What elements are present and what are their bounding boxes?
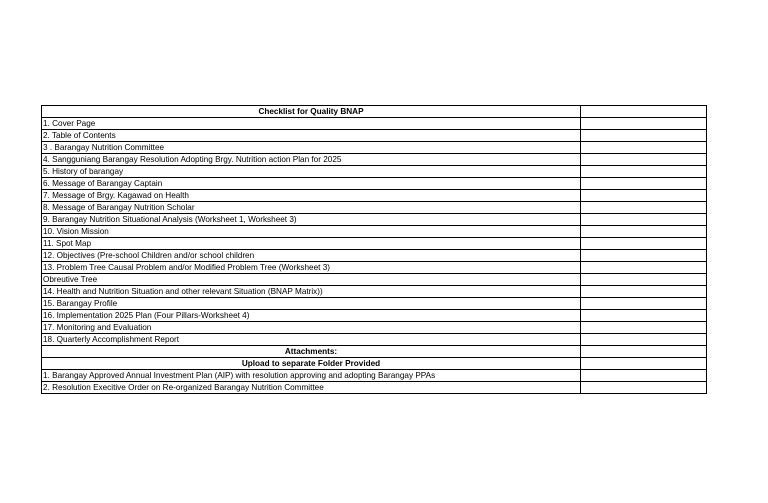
- checklist-item-label[interactable]: 2. Table of Contents: [42, 130, 581, 142]
- checklist-item-label[interactable]: 14. Health and Nutrition Situation and other relevant Situation (BNAP Matrix)): [42, 286, 581, 298]
- checklist-item-check-cell[interactable]: [581, 142, 707, 154]
- checklist-item-check-cell[interactable]: [581, 286, 707, 298]
- checklist-item-label[interactable]: 1. Cover Page: [42, 118, 581, 130]
- checklist-item: [42, 238, 707, 250]
- checklist-item-label[interactable]: 6. Message of Barangay Captain: [42, 178, 581, 190]
- attachments-subheading-check-cell[interactable]: [581, 358, 707, 370]
- checklist-item-label[interactable]: 12. Objectives (Pre-school Children and/or school children: [42, 250, 581, 262]
- attachment-item-label[interactable]: 2. Resolution Execitive Order on Re-organized Barangay Nutrition Committee: [42, 382, 581, 394]
- checklist-item-label[interactable]: 9. Barangay Nutrition Situational Analysis (Worksheet 1, Worksheet 3): [42, 214, 581, 226]
- checklist-item-check-cell[interactable]: [581, 118, 707, 130]
- checklist-item-label[interactable]: 17. Monitoring and Evaluation: [42, 322, 581, 334]
- checklist-item: [42, 298, 707, 310]
- checklist-item: [42, 154, 707, 166]
- checklist-item-check-cell[interactable]: [581, 226, 707, 238]
- attachments-subheading: [42, 358, 707, 370]
- attachments-heading: [42, 346, 707, 358]
- checklist-item: [42, 250, 707, 262]
- attachment-item-check-cell[interactable]: [581, 382, 707, 394]
- checklist-item-label[interactable]: 10. Vision Mission: [42, 226, 581, 238]
- checklist-item-label[interactable]: 18. Quarterly Accomplishment Report: [42, 334, 581, 346]
- checklist-item-label[interactable]: 16. Implementation 2025 Plan (Four Pillars-Worksheet 4): [42, 310, 581, 322]
- checklist-item-check-cell[interactable]: [581, 262, 707, 274]
- checklist-item-label[interactable]: 7. Message of Brgy. Kagawad on Health: [42, 190, 581, 202]
- checklist-item-label[interactable]: 8. Message of Barangay Nutrition Scholar: [42, 202, 581, 214]
- checklist-item-check-cell[interactable]: [581, 178, 707, 190]
- checklist-title[interactable]: Checklist for Quality BNAP: [42, 106, 581, 118]
- checklist-item: [42, 322, 707, 334]
- checklist-item-check-cell[interactable]: [581, 166, 707, 178]
- attachments-subheading-label[interactable]: Upload to separate Folder Provided: [42, 358, 581, 370]
- checklist-item: [42, 310, 707, 322]
- checklist-item: [42, 262, 707, 274]
- checklist-item-label[interactable]: Obreutive Tree: [42, 274, 581, 286]
- attachment-item-label[interactable]: 1. Barangay Approved Annual Investment Plan (AIP) with resolution approving and adopting Barangay PPAs: [42, 370, 581, 382]
- attachments-heading-check-cell[interactable]: [581, 346, 707, 358]
- checklist-item-label[interactable]: 5. History of barangay: [42, 166, 581, 178]
- attachment-item: [42, 382, 707, 394]
- checklist-item-label[interactable]: 11. Spot Map: [42, 238, 581, 250]
- checklist-item: [42, 190, 707, 202]
- checklist-item-label[interactable]: 4. Sangguniang Barangay Resolution Adopting Brgy. Nutrition action Plan for 2025: [42, 154, 581, 166]
- checklist-item: [42, 334, 707, 346]
- checklist-item: [42, 214, 707, 226]
- checklist-item: [42, 142, 707, 154]
- checklist-item: [42, 178, 707, 190]
- checklist-item-check-cell[interactable]: [581, 190, 707, 202]
- checklist-item: [42, 118, 707, 130]
- checklist-item-check-cell[interactable]: [581, 154, 707, 166]
- checklist-item-check-cell[interactable]: [581, 250, 707, 262]
- attachment-item-check-cell[interactable]: [581, 370, 707, 382]
- checklist-item-check-cell[interactable]: [581, 214, 707, 226]
- checklist-item: [42, 286, 707, 298]
- checklist-item-label[interactable]: 15. Barangay Profile: [42, 298, 581, 310]
- checklist-item-check-cell[interactable]: [581, 274, 707, 286]
- checklist-body: [42, 106, 707, 394]
- checklist-item-check-cell[interactable]: [581, 334, 707, 346]
- checklist-item: [42, 226, 707, 238]
- checklist-item: [42, 202, 707, 214]
- checklist-item-check-cell[interactable]: [581, 238, 707, 250]
- checklist-item-check-cell[interactable]: [581, 130, 707, 142]
- checklist-item-check-cell[interactable]: [581, 202, 707, 214]
- checklist-item-label[interactable]: 13. Problem Tree Causal Problem and/or Modified Problem Tree (Worksheet 3): [42, 262, 581, 274]
- attachments-heading-label[interactable]: Attachments:: [42, 346, 581, 358]
- checklist-item: [42, 166, 707, 178]
- checklist-item-label[interactable]: 3 . Barangay Nutrition Committee: [42, 142, 581, 154]
- title-row: [42, 106, 707, 118]
- checklist-item: [42, 130, 707, 142]
- attachment-item: [42, 370, 707, 382]
- checklist-item-check-cell[interactable]: [581, 298, 707, 310]
- checklist-item: [42, 274, 707, 286]
- checklist-item-check-cell[interactable]: [581, 322, 707, 334]
- checklist-table: [41, 105, 707, 394]
- checklist-item-check-cell[interactable]: [581, 310, 707, 322]
- title-check-cell[interactable]: [581, 106, 707, 118]
